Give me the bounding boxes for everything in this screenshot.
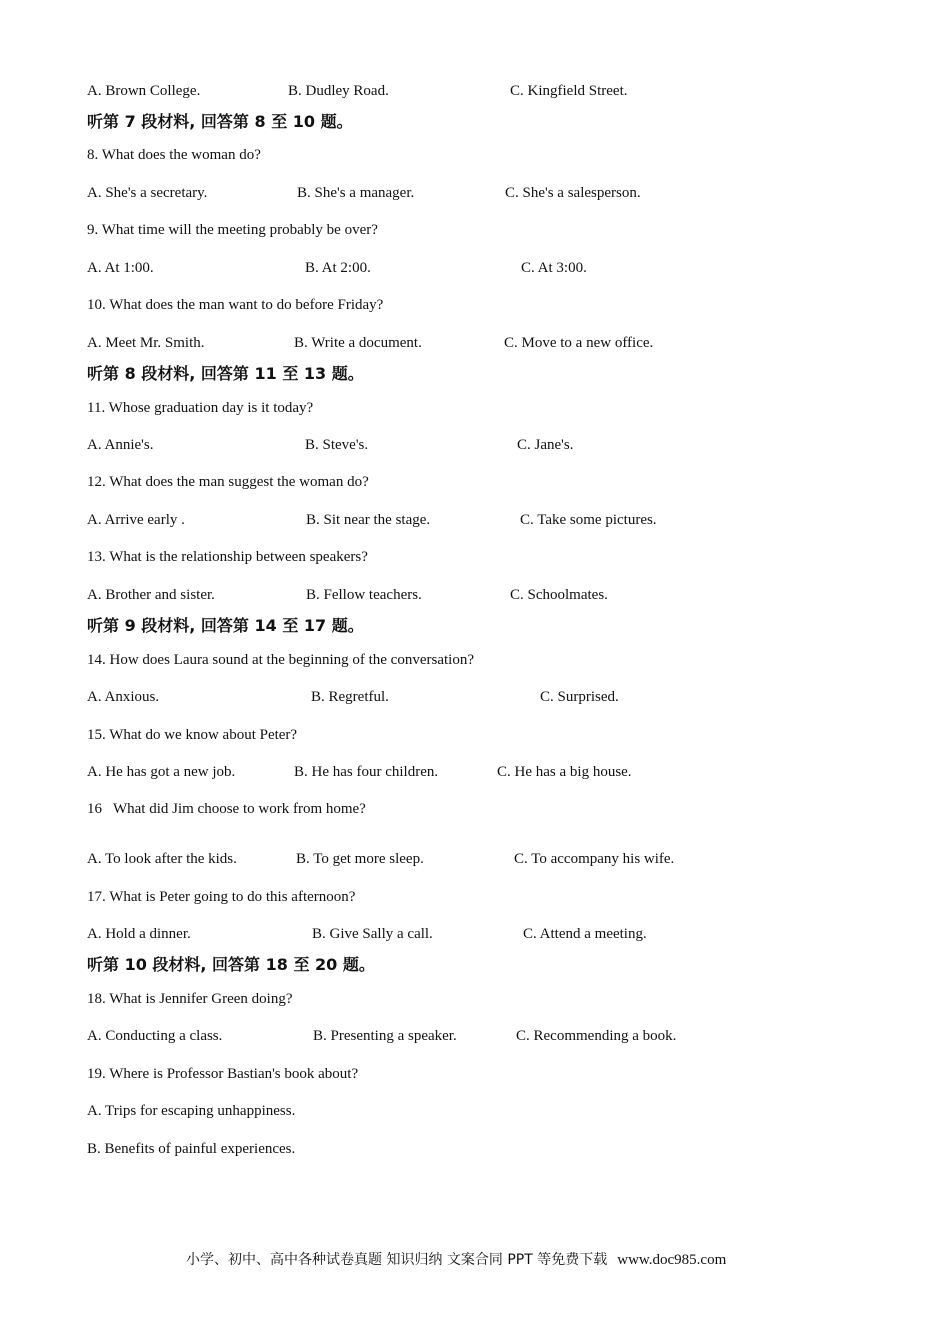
option-a: A. Trips for escaping unhappiness. bbox=[87, 1103, 296, 1119]
option-a: A. Meet Mr. Smith. bbox=[87, 335, 205, 351]
option-b: B. Dudley Road. bbox=[288, 83, 389, 99]
option-b: B. Sit near the stage. bbox=[306, 512, 431, 528]
section-heading: 听第 8 段材料, 回答第 11 至 13 题。 bbox=[87, 364, 364, 383]
option-a: A. Hold a dinner. bbox=[87, 926, 191, 942]
question-text: 13. What is the relationship between speakers? bbox=[87, 549, 368, 565]
question-text: 19. Where is Professor Bastian's book about? bbox=[87, 1066, 359, 1082]
option-b: B. Steve's. bbox=[305, 437, 369, 453]
option-c: C. Move to a new office. bbox=[504, 335, 654, 351]
option-a: A. He has got a new job. bbox=[87, 764, 236, 780]
option-a: A. Brother and sister. bbox=[87, 587, 215, 603]
question-text: 14. How does Laura sound at the beginning of the conversation? bbox=[87, 652, 474, 668]
option-c: C. Attend a meeting. bbox=[523, 926, 647, 942]
option-c: C. Schoolmates. bbox=[510, 587, 608, 603]
option-c: C. She's a salesperson. bbox=[505, 185, 641, 201]
option-c: C. Take some pictures. bbox=[520, 512, 657, 528]
option-c: C. At 3:00. bbox=[521, 260, 587, 276]
option-b: B. Presenting a speaker. bbox=[313, 1028, 457, 1044]
option-a: A. Arrive early . bbox=[87, 512, 185, 528]
option-b: B. He has four children. bbox=[294, 764, 439, 780]
option-a: A. Annie's. bbox=[87, 437, 154, 453]
question-text: 12. What does the man suggest the woman do? bbox=[87, 474, 369, 490]
question-text: 9. What time will the meeting probably be over? bbox=[87, 222, 378, 238]
question-text: 17. What is Peter going to do this afternoon? bbox=[87, 889, 356, 905]
section-heading: 听第 7 段材料, 回答第 8 至 10 题。 bbox=[87, 112, 353, 131]
option-c: C. Kingfield Street. bbox=[510, 83, 628, 99]
footer-url[interactable]: www.doc985.com bbox=[617, 1252, 727, 1268]
question-text: 11. Whose graduation day is it today? bbox=[87, 400, 314, 416]
question-text: 18. What is Jennifer Green doing? bbox=[87, 991, 293, 1007]
option-c: C. Surprised. bbox=[540, 689, 619, 705]
question-text: 8. What does the woman do? bbox=[87, 147, 261, 163]
question-text: 10. What does the man want to do before Friday? bbox=[87, 297, 384, 313]
question-text: 15. What do we know about Peter? bbox=[87, 727, 298, 743]
option-c: C. Jane's. bbox=[517, 437, 574, 453]
option-b: B. Fellow teachers. bbox=[306, 587, 422, 603]
option-a: A. To look after the kids. bbox=[87, 851, 237, 867]
option-c: C. Recommending a book. bbox=[516, 1028, 677, 1044]
option-a: A. She's a secretary. bbox=[87, 185, 208, 201]
option-b: B. She's a manager. bbox=[297, 185, 415, 201]
option-b: B. Write a document. bbox=[294, 335, 422, 351]
option-b: B. To get more sleep. bbox=[296, 851, 424, 867]
option-a: A. Conducting a class. bbox=[87, 1028, 223, 1044]
option-b: B. Regretful. bbox=[311, 689, 389, 705]
footer-text: 小学、初中、高中各种试卷真题 知识归纳 文案合同 PPT 等免费下载 bbox=[186, 1252, 608, 1268]
option-a: A. Brown College. bbox=[87, 83, 201, 99]
option-b: B. Give Sally a call. bbox=[312, 926, 433, 942]
option-a: A. At 1:00. bbox=[87, 260, 154, 276]
section-heading: 听第 10 段材料, 回答第 18 至 20 题。 bbox=[87, 955, 375, 974]
option-a: A. Anxious. bbox=[87, 689, 160, 705]
option-c: C. He has a big house. bbox=[497, 764, 632, 780]
page-footer bbox=[186, 1249, 726, 1269]
question-text: 16 What did Jim choose to work from home? bbox=[87, 801, 366, 817]
option-c: C. To accompany his wife. bbox=[514, 851, 675, 867]
option-b: B. At 2:00. bbox=[305, 260, 371, 276]
option-b: B. Benefits of painful experiences. bbox=[87, 1141, 296, 1157]
section-heading: 听第 9 段材料, 回答第 14 至 17 题。 bbox=[87, 616, 364, 635]
